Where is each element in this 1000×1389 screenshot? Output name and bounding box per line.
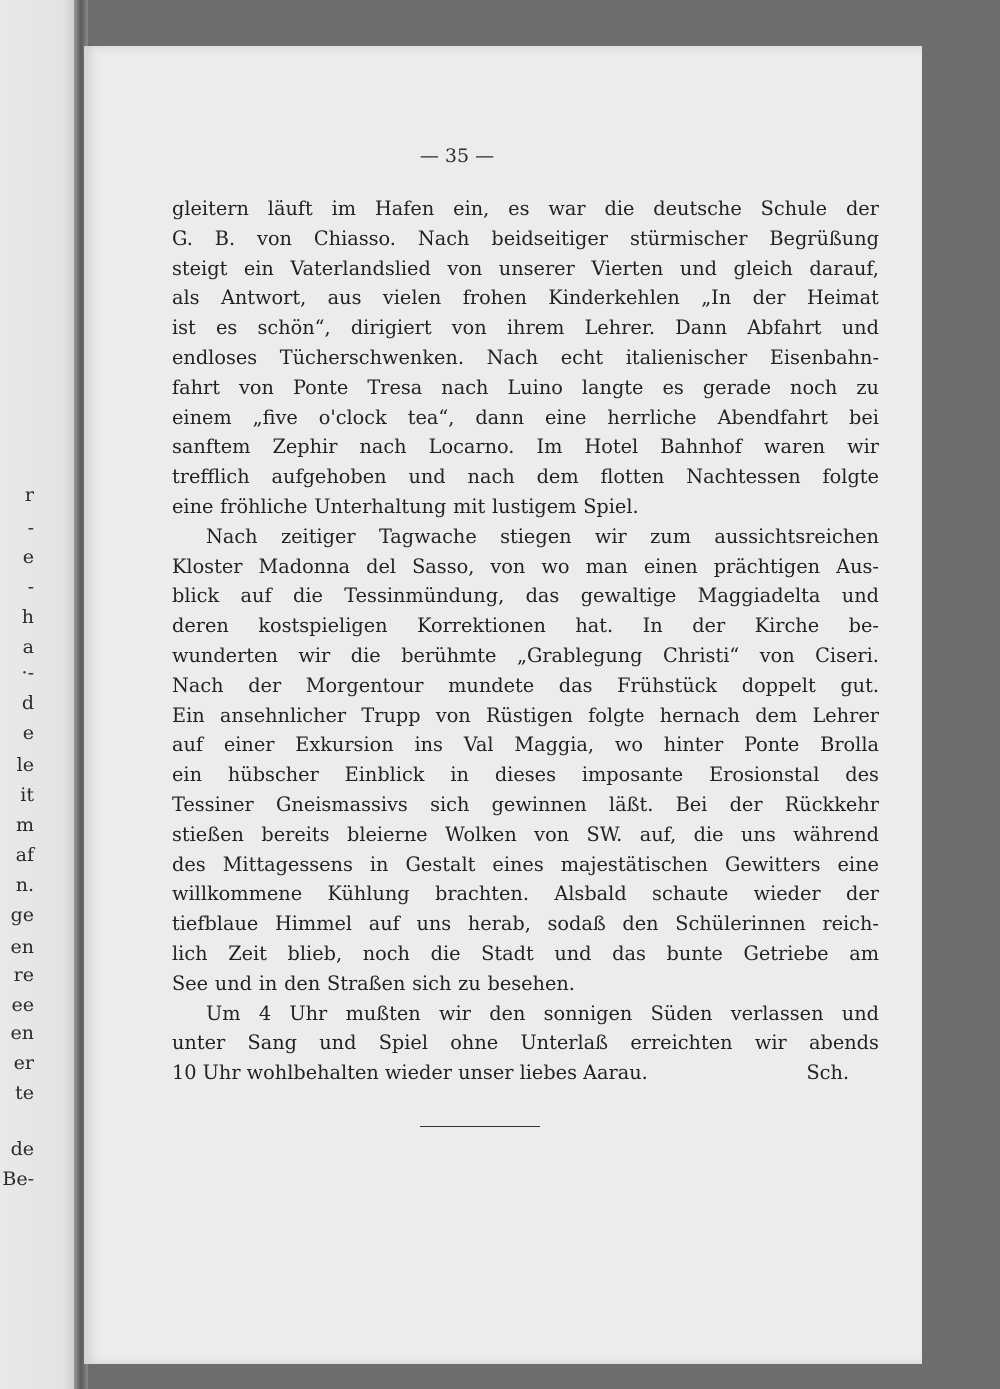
left-page-fragment: Be- xyxy=(2,1168,34,1190)
text-line: unter Sang und Spiel ohne Unterlaß erreichten wir abends xyxy=(172,1031,879,1055)
left-page-fragment: ee xyxy=(11,994,34,1016)
text-line: des Mittagessens in Gestalt eines majestätischen Gewitters eine xyxy=(172,852,879,876)
left-page-fragment: ge xyxy=(10,904,34,926)
text-line: fahrt von Ponte Tresa nach Luino langte es gerade noch zu xyxy=(172,375,879,399)
text-line: wunderten wir die berühmte „Grablegung Christi“ von Ciseri. xyxy=(172,643,879,667)
left-page-fragment: r xyxy=(24,484,34,506)
closing-line xyxy=(172,1058,879,1088)
text-line: Nach der Morgentour mundete das Frühstück doppelt gut. xyxy=(172,673,879,697)
text-line: stießen bereits bleierne Wolken von SW. auf, die uns während xyxy=(172,822,879,846)
text-line: ist es schön“, dirigiert von ihrem Lehrer. Dann Abfahrt und xyxy=(172,316,879,340)
text-line: deren kostspieligen Korrektionen hat. In der Kirche be- xyxy=(172,614,879,638)
text-line: willkommene Kühlung brachten. Alsbald schaute wieder der xyxy=(172,882,879,906)
text-line: sanftem Zephir nach Locarno. Im Hotel Bahnhof waren wir xyxy=(172,435,879,459)
left-page-fragment: le xyxy=(16,754,34,776)
left-page-fragment: a xyxy=(22,636,34,658)
text-line: Um 4 Uhr mußten wir den sonnigen Süden verlassen und xyxy=(206,1001,879,1025)
text-line: als Antwort, aus vielen frohen Kinderkehlen „In der Heimat xyxy=(172,286,879,310)
text-line: auf einer Exkursion ins Val Maggia, wo hinter Ponte Brolla xyxy=(172,733,879,757)
text-line: G. B. von Chiasso. Nach beidseitiger stürmischer Begrüßung xyxy=(172,226,879,250)
text-line: tiefblaue Himmel auf uns herab, sodaß den Schülerinnen reich- xyxy=(172,912,879,936)
text-line: Tessiner Gneismassivs sich gewinnen läßt. Bei der Rückkehr xyxy=(172,792,879,816)
page-number: — 35 — xyxy=(419,145,495,167)
left-page-fragment: m xyxy=(15,814,34,836)
left-page-fragment: ·- xyxy=(21,662,34,684)
author-signature: Sch. xyxy=(806,1061,849,1085)
left-page-fragment: e xyxy=(22,546,34,568)
text-line: Kloster Madonna del Sasso, von wo man einen prächtigen Aus- xyxy=(172,554,879,578)
left-page-fragment: n. xyxy=(15,874,34,896)
text-line: steigt ein Vaterlandslied von unserer Vierten und gleich darauf, xyxy=(172,256,879,280)
left-page-fragment: af xyxy=(15,844,34,866)
left-page-fragment: er xyxy=(13,1052,34,1074)
left-page-fragment: - xyxy=(27,517,34,539)
text-line: blick auf die Tessinmündung, das gewaltige Maggiadelta und xyxy=(172,584,879,608)
left-page-fragment: en xyxy=(10,936,34,958)
text-line: lich Zeit blieb, noch die Stadt und das bunte Getriebe am xyxy=(172,941,879,965)
left-page-fragment: e xyxy=(22,722,34,744)
text-line: See und in den Straßen sich zu besehen. xyxy=(172,971,575,995)
text-line: gleitern läuft im Hafen ein, es war die deutsche Schule der xyxy=(172,197,879,220)
text-line: ein hübscher Einblick in dieses imposante Erosionstal des xyxy=(172,763,879,787)
left-page-fragment: d xyxy=(21,692,34,714)
left-page-fragment: en xyxy=(10,1022,34,1044)
left-page-fragment: te xyxy=(15,1082,34,1104)
text-line: einem „five o'clock tea“, dann eine herrliche Abendfahrt bei xyxy=(172,405,879,429)
left-page-fragment: de xyxy=(10,1138,34,1160)
body-text xyxy=(172,194,879,1088)
book-page xyxy=(84,46,922,1364)
left-page-edge xyxy=(0,0,78,1389)
text-line: endloses Tücherschwenken. Nach echt italienischer Eisenbahn- xyxy=(172,345,879,369)
closing-text: 10 Uhr wohlbehalten wieder unser liebes Aarau. xyxy=(172,1061,648,1085)
left-page-fragment: - xyxy=(27,576,34,598)
text-line: Ein ansehnlicher Trupp von Rüstigen folgte hernach dem Lehrer xyxy=(172,703,879,727)
left-page-fragment: h xyxy=(21,606,34,628)
text-line: trefflich aufgehoben und nach dem flotten Nachtessen folgte xyxy=(172,465,879,489)
text-line: Nach zeitiger Tagwache stiegen wir zum aussichtsreichen xyxy=(206,524,879,548)
text-line: eine fröhliche Unterhaltung mit lustigem Spiel. xyxy=(172,494,639,518)
left-page-fragment: re xyxy=(13,964,34,986)
left-page-fragment: it xyxy=(20,784,34,806)
closing-rule xyxy=(420,1126,540,1127)
